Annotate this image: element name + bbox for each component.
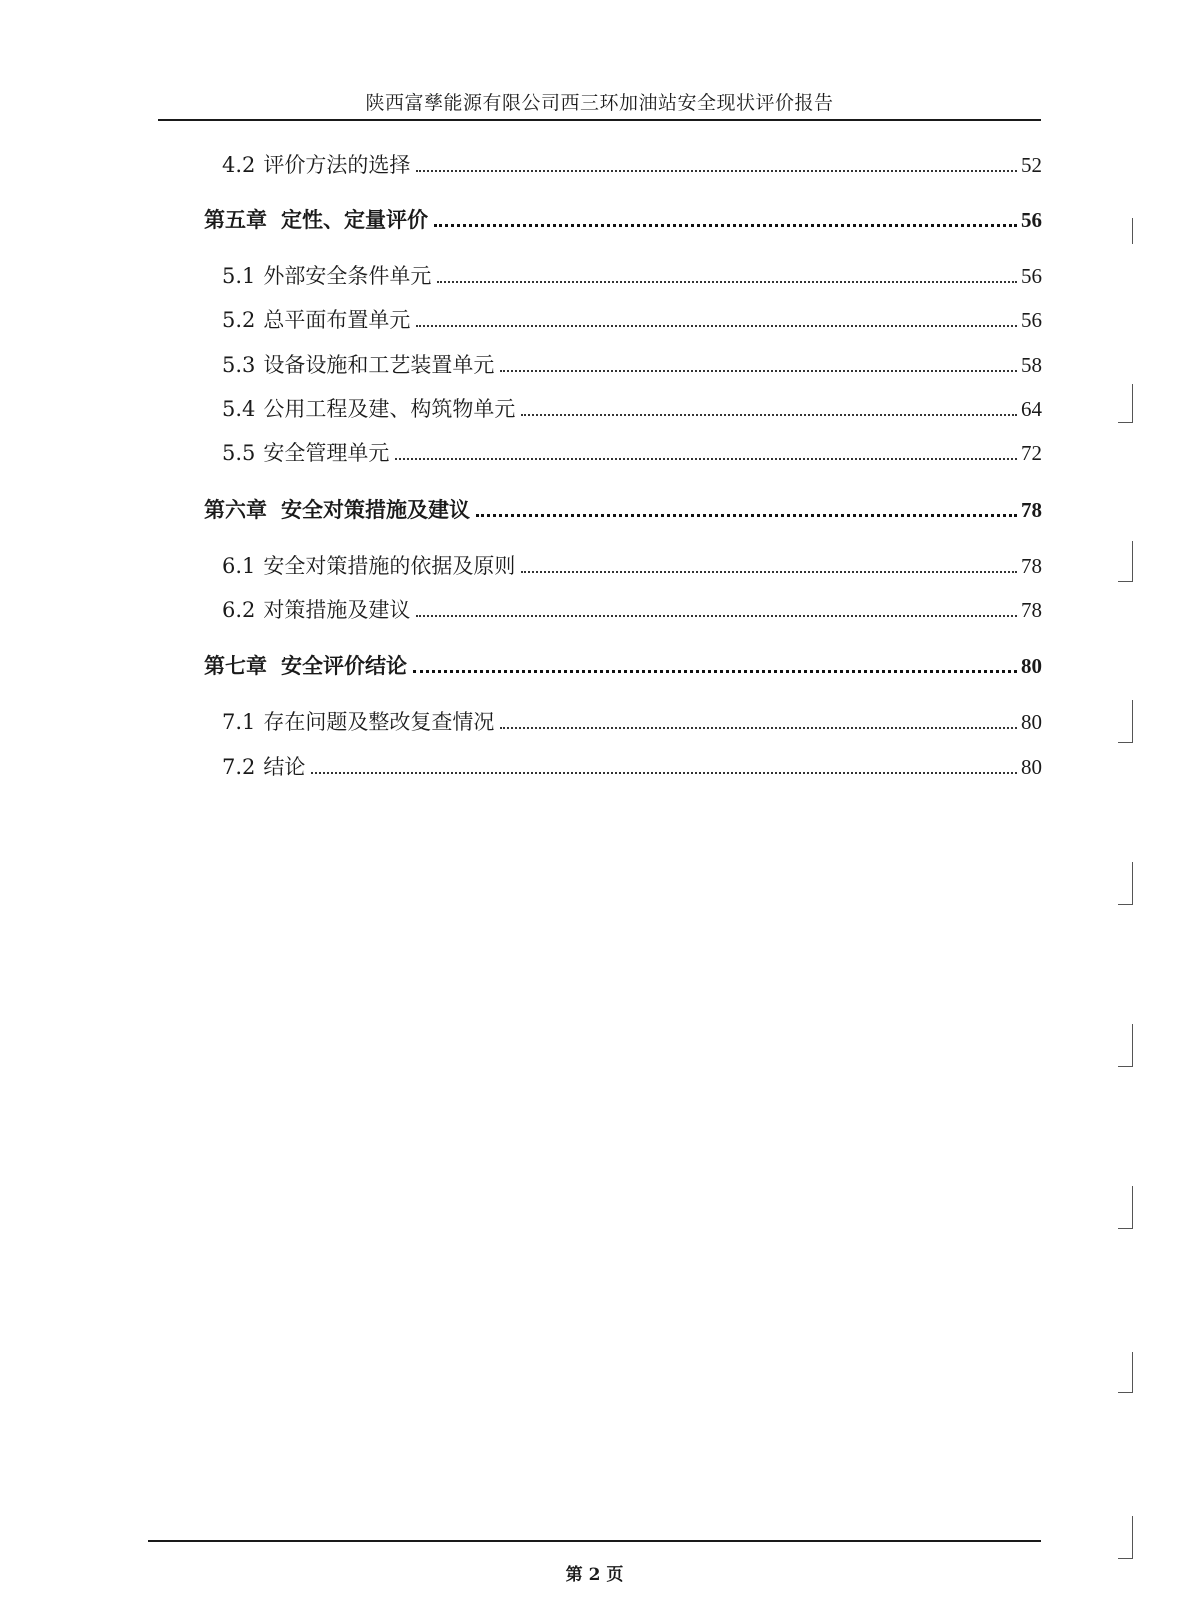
binding-mark	[1118, 1352, 1133, 1393]
toc-entry-number: 5.2	[222, 308, 256, 332]
toc-entry-6-1[interactable]	[222, 552, 1042, 580]
toc-entry-number: 5.4	[222, 397, 256, 421]
page-number: 第 2 页	[565, 1565, 624, 1585]
toc-chapter-number: 第七章	[204, 653, 267, 678]
toc-chapter-number: 第五章	[204, 207, 267, 232]
toc-entry-5-1[interactable]	[222, 262, 1042, 290]
toc-chapter-title: 安全对策措施及建议	[281, 497, 470, 522]
toc-leader-dots	[500, 370, 1017, 372]
toc-entry-title: 结论	[263, 755, 306, 779]
toc-entry-title: 设备设施和工艺装置单元	[263, 353, 495, 377]
toc-leader-dots	[500, 727, 1017, 729]
toc-leader-dots	[476, 514, 1017, 517]
toc-entry-7-1[interactable]	[222, 708, 1042, 736]
toc-entry-title: 公用工程及建、构筑物单元	[263, 397, 516, 421]
toc-chapter-title: 定性、定量评价	[281, 207, 428, 232]
toc-entry-title: 存在问题及整改复查情况	[263, 710, 495, 734]
toc-entry-page: 80	[1021, 710, 1042, 734]
footer-divider	[148, 1540, 1041, 1542]
toc-leader-dots	[395, 458, 1017, 460]
toc-chapter-5[interactable]	[204, 206, 1042, 234]
toc-leader-dots	[416, 170, 1017, 172]
toc-entry-page: 64	[1021, 397, 1042, 421]
binding-mark	[1118, 1186, 1133, 1229]
binding-mark	[1118, 384, 1133, 423]
toc-entry-title: 评价方法的选择	[263, 153, 411, 177]
toc-leader-dots	[521, 414, 1017, 416]
toc-entry-5-4[interactable]	[222, 395, 1042, 423]
toc-entry-number: 7.1	[222, 710, 256, 734]
toc-chapter-7[interactable]	[204, 652, 1042, 680]
toc-chapter-title: 安全评价结论	[281, 653, 407, 678]
toc-entry-4-2[interactable]	[222, 151, 1042, 179]
toc-entry-page: 80	[1021, 755, 1042, 779]
binding-mark	[1118, 862, 1133, 905]
toc-entry-page: 78	[1021, 554, 1042, 578]
toc-leader-dots	[413, 670, 1017, 673]
binding-mark	[1118, 1024, 1133, 1067]
toc-entry-number: 6.2	[222, 598, 256, 622]
toc-entry-5-3[interactable]	[222, 351, 1042, 379]
toc-chapter-page: 56	[1021, 208, 1042, 232]
toc-entry-5-5[interactable]	[222, 439, 1042, 467]
page-header-title: 陕西富孳能源有限公司西三环加油站安全现状评价报告	[365, 92, 834, 114]
toc-entry-page: 78	[1021, 598, 1042, 622]
toc-entry-7-2[interactable]	[222, 753, 1042, 781]
toc-entry-number: 7.2	[222, 755, 256, 779]
toc-entry-number: 4.2	[222, 153, 256, 177]
toc-entry-5-2[interactable]	[222, 306, 1042, 334]
toc-leader-dots	[311, 772, 1017, 774]
toc-entry-number: 5.5	[222, 441, 256, 465]
toc-chapter-number: 第六章	[204, 497, 267, 522]
toc-leader-dots	[437, 281, 1017, 283]
toc-entry-title: 外部安全条件单元	[263, 264, 432, 288]
toc-entry-title: 对策措施及建议	[263, 598, 411, 622]
toc-entry-6-2[interactable]	[222, 596, 1042, 624]
toc-entry-title: 总平面布置单元	[263, 308, 411, 332]
toc-entry-page: 56	[1021, 264, 1042, 288]
toc-chapter-6[interactable]	[204, 496, 1042, 524]
toc-leader-dots	[416, 325, 1017, 327]
toc-entry-title: 安全对策措施的依据及原则	[263, 554, 516, 578]
toc-entry-number: 5.1	[222, 264, 256, 288]
toc-leader-dots	[416, 615, 1017, 617]
toc-entry-page: 72	[1021, 441, 1042, 465]
toc-leader-dots	[434, 224, 1017, 227]
header-divider	[158, 119, 1041, 121]
toc-entry-title: 安全管理单元	[263, 441, 390, 465]
toc-entry-number: 6.1	[222, 554, 256, 578]
binding-mark	[1118, 541, 1133, 582]
binding-mark	[1118, 218, 1133, 244]
toc-leader-dots	[521, 571, 1017, 573]
toc-entry-page: 58	[1021, 353, 1042, 377]
toc-entry-page: 56	[1021, 308, 1042, 332]
toc-entry-page: 52	[1021, 153, 1042, 177]
binding-mark	[1118, 1516, 1133, 1559]
toc-chapter-page: 80	[1021, 654, 1042, 678]
toc-entry-number: 5.3	[222, 353, 256, 377]
binding-mark	[1118, 700, 1133, 743]
toc-chapter-page: 78	[1021, 498, 1042, 522]
